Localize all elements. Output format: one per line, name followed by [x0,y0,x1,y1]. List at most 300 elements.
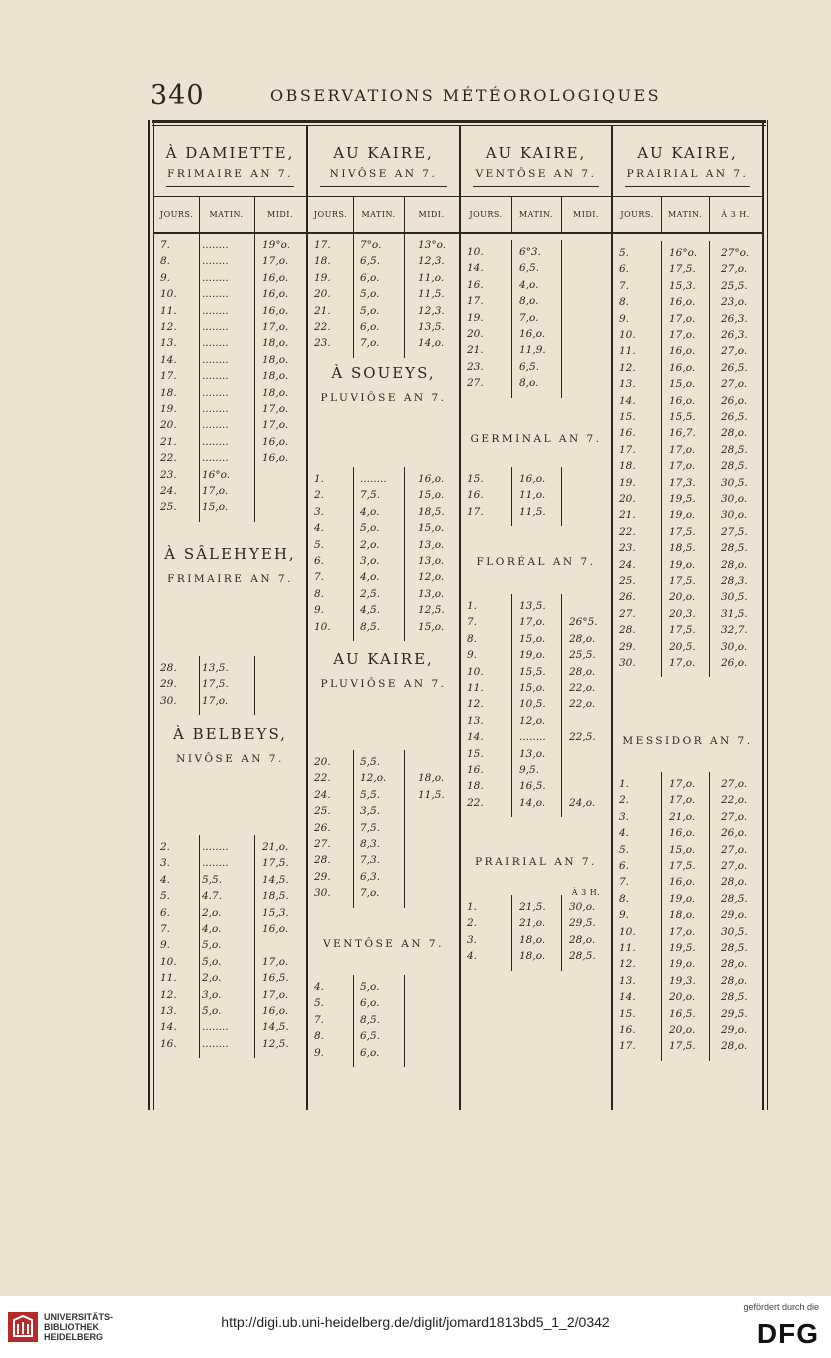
section-place-heading: À BELBEYS, [173,725,287,743]
table-row [461,600,611,616]
page-number: 340 [150,80,205,111]
noon-cell: 26,o. [721,827,748,840]
morning-cell: 11,5. [519,505,546,518]
table-row [308,272,459,288]
day-cell: 14. [619,394,636,407]
noon-cell: 22,5. [569,731,596,744]
day-cell: 14. [160,1021,177,1034]
day-cell: 19. [160,403,177,415]
column-place-heading: AU KAIRE, [637,144,738,162]
morning-cell: 19,5. [669,942,696,954]
day-cell: 4. [160,873,171,886]
column-subheader: À 3 H. [721,210,750,219]
morning-cell: 16,5. [519,780,546,793]
noon-cell: 16,o. [262,452,289,465]
noon-cell: 16,o. [418,473,445,485]
noon-cell: 13,o. [418,538,445,551]
morning-cell: ........ [360,473,387,485]
day-cell: 23. [314,337,331,350]
table-row [461,715,611,731]
morning-cell: 17,o. [669,794,696,807]
table-row [613,794,762,810]
morning-cell: 6,o. [360,271,380,284]
day-cell: 17. [619,443,636,456]
table-row [613,411,762,427]
day-cell: 1. [467,600,478,612]
table-row [154,305,306,321]
noon-cell: 28,5. [721,460,748,473]
noon-cell: 22,o. [721,794,748,807]
morning-cell: 15,o. [519,682,546,694]
morning-cell: ........ [202,239,229,251]
noon-cell: 28,5. [721,942,748,954]
table-row [308,756,459,772]
morning-cell: 18,o. [519,933,546,946]
table-row [613,641,762,657]
morning-cell: 16,o. [669,876,696,889]
morning-cell: 8,5. [360,620,381,633]
morning-cell: 2,o. [202,972,222,985]
day-cell: 8. [314,1030,325,1043]
table-row [461,262,611,278]
morning-cell: 12,o. [519,714,546,727]
day-cell: 12. [160,321,177,333]
noon-cell: 14,o. [418,337,445,350]
table-row [461,950,611,966]
noon-cell: 28,o. [569,665,596,678]
table-row [613,362,762,378]
section-month-heading: PLUVIÔSE AN 7. [320,392,447,404]
noon-cell: 16,o. [262,271,289,284]
day-cell: 2. [160,841,171,853]
table-row [461,616,611,632]
day-cell: 25. [619,575,636,587]
day-cell: 8. [160,255,171,268]
morning-cell: 15,o. [519,632,546,645]
column-place-heading: À DAMIETTE, [165,144,295,162]
day-cell: 5. [619,843,630,856]
table-row [308,1047,459,1063]
morning-cell: ........ [202,419,229,432]
morning-cell: 4,5. [360,604,381,617]
noon-cell: 28,o. [569,632,596,645]
day-cell: 3. [619,810,630,823]
table-row [154,907,306,923]
day-cell: 22. [314,321,331,333]
morning-cell: 15,o. [669,843,696,856]
table-row [613,991,762,1007]
section-month-heading: MESSIDOR AN 7. [622,735,753,747]
table-row [154,989,306,1005]
day-cell: 2. [619,794,630,807]
day-cell: 27. [314,838,331,850]
day-cell: 7. [467,616,478,629]
table-row [613,526,762,542]
table-row [613,542,762,558]
morning-cell: 2,o. [202,906,222,919]
day-cell: 7. [160,923,171,935]
morning-cell: 7,o. [519,311,539,324]
morning-cell: 5,5. [202,873,223,886]
table-row [613,1008,762,1024]
morning-cell: ........ [202,370,229,383]
table-row [154,841,306,857]
day-cell: 13. [160,1005,177,1017]
morning-cell: 5,5. [360,788,381,801]
table-row [613,591,762,607]
noon-cell: 30,o. [569,901,596,913]
morning-cell: 17,5. [669,624,696,637]
morning-cell: 17,o. [669,443,696,456]
column-place-heading: AU KAIRE, [333,144,434,162]
noon-cell: 30,o. [721,509,748,522]
day-cell: 7. [619,876,630,889]
morning-cell: 8,o. [519,295,539,308]
morning-cell: 17,o. [669,312,696,325]
morning-cell: 8,3. [360,838,381,850]
day-cell: 30. [160,694,177,707]
table-row [461,649,611,665]
morning-cell: 13,5. [519,600,546,612]
morning-cell: 5,o. [360,288,380,301]
table-row [154,452,306,468]
day-cell: 14. [467,262,484,275]
noon-cell: 30,5. [721,476,748,489]
table-row [308,822,459,838]
day-cell: 7. [314,571,325,584]
noon-cell: 27,5. [721,525,748,538]
table-row [461,506,611,522]
morning-cell: 11,o. [519,489,546,502]
table-row [308,506,459,522]
table-row [308,887,459,903]
noon-cell: 32,7. [721,624,748,637]
noon-cell: 27,o. [721,810,748,823]
noon-cell: 28,5. [721,991,748,1004]
morning-cell: 20,5. [669,640,696,653]
noon-cell: 29,o. [721,1024,748,1036]
morning-cell: 20,o. [669,1024,696,1036]
noon-cell: 12,5. [418,604,445,617]
morning-cell: 10,5. [519,698,546,711]
morning-cell: 2,o. [360,538,380,551]
morning-cell: 6°3. [519,246,541,258]
day-cell: 21. [314,304,331,317]
header-divider [254,196,255,232]
morning-cell: 17,5. [202,678,229,691]
header-bottom-rule [308,232,459,234]
day-cell: 7. [619,279,630,292]
noon-cell: 11,5. [418,788,445,801]
table-row [613,395,762,411]
column-kaire-nivose [308,128,459,1118]
day-cell: 28. [619,624,636,637]
noon-cell: 28,3. [721,575,748,587]
table-row [613,493,762,509]
header-top-rule [308,196,459,197]
section-month-heading: GERMINAL AN 7. [470,433,602,445]
table-row [613,608,762,624]
table-row [461,666,611,682]
table-row [613,778,762,794]
morning-cell: 9,5. [519,764,540,776]
day-cell: 24. [314,788,331,801]
day-cell: 11. [619,942,636,954]
morning-cell: 19,o. [669,558,696,571]
day-cell: 10. [619,329,636,341]
morning-cell: 6,o. [360,997,380,1010]
table-row [154,857,306,873]
table-row [461,246,611,262]
noon-cell: 12,3. [418,255,445,268]
morning-cell: 19,o. [669,509,696,522]
day-cell: 15. [467,473,484,485]
day-cell: 14. [619,991,636,1004]
table-row [154,485,306,501]
morning-cell: ........ [202,452,229,465]
noon-cell: 18,o. [262,386,289,399]
morning-cell: ........ [202,857,229,870]
noon-cell: 19°o. [262,239,291,251]
morning-cell: 19,o. [669,958,696,971]
day-cell: 8. [619,892,630,905]
morning-cell: 16,o. [669,345,696,358]
day-cell: 20. [314,288,331,301]
day-cell: 26. [619,591,636,604]
column-place-heading: AU KAIRE, [485,144,587,162]
noon-cell: 26,5. [721,411,748,423]
morning-cell: 6,5. [360,1030,381,1043]
table-row [154,695,306,711]
morning-cell: 3,o. [360,555,380,567]
morning-cell: 16,o. [519,328,546,340]
morning-cell: 7°o. [360,239,382,251]
table-row [308,473,459,489]
morning-cell: ........ [519,731,546,744]
table-row [613,444,762,460]
noon-cell: 18,5. [262,890,289,903]
column-subheader: MIDI. [418,210,445,219]
table-row [613,876,762,892]
table-row [308,571,459,587]
table-row [308,489,459,505]
header-divider [661,196,662,232]
morning-cell: 20,o. [669,991,696,1004]
day-cell: 27. [467,377,484,390]
day-cell: 22. [467,796,484,809]
header-divider [404,196,405,232]
morning-cell: 19,o. [519,649,546,662]
noon-cell: 17,o. [262,255,289,268]
day-cell: 25. [160,501,177,514]
table-row [613,509,762,525]
day-cell: 11. [160,304,177,317]
morning-cell: ........ [202,841,229,853]
table-row [154,939,306,955]
morning-cell: 15,o. [669,378,696,391]
morning-cell: ........ [202,255,229,268]
table-row [461,797,611,813]
table-row [154,890,306,906]
table-row [154,1021,306,1037]
day-cell: 15. [467,747,484,760]
day-cell: 23. [160,468,177,481]
morning-cell: 6,o. [360,321,380,333]
noon-cell: 16,o. [262,1005,289,1017]
day-cell: 23. [467,360,484,373]
day-cell: 12. [160,988,177,1001]
day-cell: 21. [619,509,636,522]
noon-cell: 15,3. [262,906,289,919]
table-row [308,838,459,854]
morning-cell: ........ [202,337,229,350]
morning-cell: 16°o. [202,468,231,481]
day-cell: 19. [314,271,331,284]
day-cell: 16. [619,1024,636,1036]
day-cell: 28. [160,662,177,674]
table-row [461,682,611,698]
morning-cell: ........ [202,1037,229,1050]
day-cell: 22. [619,525,636,538]
page-url[interactable]: http://digi.ub.uni-heidelberg.de/diglit/jomard1813bd5_1_2/0342 [221,1314,610,1330]
table-row [461,328,611,344]
section-subheader: À 3 H. [571,888,601,897]
day-cell: 4. [314,981,325,993]
table-row [613,1040,762,1056]
table-row [154,501,306,517]
morning-cell: 15,3. [669,279,696,292]
morning-cell: 21,o. [669,810,696,823]
morning-cell: 19,5. [669,493,696,505]
dfg-logo[interactable]: DFG [756,1318,819,1349]
morning-cell: 13,o. [519,747,546,760]
noon-cell: 28,5. [721,892,748,905]
morning-cell: 6,5. [360,255,381,268]
column-subheader: JOURS. [313,210,348,219]
table-row [308,621,459,637]
table-row [613,827,762,843]
table-row [308,805,459,821]
day-cell: 8. [467,632,478,645]
section-month-heading: FLORÉAL AN 7. [476,556,596,568]
morning-cell: 16,o. [669,394,696,407]
table-right-border [762,120,764,1110]
morning-cell: 15,5. [669,411,696,423]
header-divider [199,196,200,232]
day-cell: 10. [467,246,484,258]
noon-cell: 26°5. [569,616,598,629]
table-row [613,975,762,991]
noon-cell: 14,5. [262,1021,289,1034]
table-row [613,313,762,329]
noon-cell: 16,o. [262,288,289,301]
day-cell: 19. [619,476,636,489]
day-cell: 24. [160,485,177,497]
noon-cell: 27,o. [721,345,748,358]
table-row [154,354,306,370]
noon-cell: 30,5. [721,591,748,604]
noon-cell: 15,o. [418,489,445,502]
day-cell: 5. [160,890,171,903]
header-bottom-rule [154,232,306,234]
morning-cell: 17,o. [519,616,546,629]
noon-cell: 26,o. [721,657,748,669]
noon-cell: 11,o. [418,271,445,284]
morning-cell: 14,o. [519,796,546,809]
table-row [154,874,306,890]
noon-cell: 29,5. [721,1007,748,1020]
day-cell: 20. [160,419,177,432]
morning-cell: ........ [202,386,229,399]
day-cell: 20. [467,328,484,340]
table-row [308,1030,459,1046]
table-row [461,764,611,780]
noon-cell: 28,o. [721,974,748,987]
day-cell: 9. [619,312,630,325]
day-cell: 18. [314,255,331,268]
day-cell: 17. [314,239,331,251]
noon-cell: 15,o. [418,620,445,633]
table-row [154,387,306,403]
morning-cell: 4,o. [360,505,380,518]
table-row [308,239,459,255]
day-cell: 13. [160,337,177,350]
noon-cell: 16,5. [262,972,289,985]
header-top-rule [613,196,762,197]
morning-cell: 7,3. [360,854,381,867]
noon-cell: 14,5. [262,873,289,886]
column-damiette [154,128,306,1118]
table-row [308,772,459,788]
noon-cell: 22,o. [569,682,596,694]
table-row [461,748,611,764]
section-month-heading: PRAIRIAL AN 7. [475,856,597,868]
noon-cell: 18,5. [418,505,445,518]
day-cell: 24. [619,558,636,571]
morning-cell: 16,o. [669,361,696,374]
noon-cell: 11,5. [418,288,445,301]
column-subheader: MIDI. [573,210,599,219]
noon-cell: 28,5. [569,950,596,963]
table-row [154,272,306,288]
day-cell: 10. [619,925,636,938]
noon-cell: 17,o. [262,988,289,1001]
day-cell: 4. [619,827,630,840]
morning-cell: ........ [202,321,229,333]
table-row [154,1038,306,1054]
morning-cell: ........ [202,1021,229,1034]
morning-cell: 16,o. [519,473,546,485]
table-row [613,378,762,394]
table-row [154,469,306,485]
header-brace-rule [166,186,294,187]
morning-cell: 4,o. [202,923,222,935]
table-row [461,934,611,950]
morning-cell: 17,5. [669,860,696,872]
table-row [154,239,306,255]
noon-cell: 28,o. [569,933,596,946]
page-header [150,80,670,110]
table-row [613,329,762,345]
day-cell: 17. [467,295,484,308]
day-cell: 30. [619,657,636,669]
table-right-border-thin [767,120,768,1110]
day-cell: 6. [314,555,325,567]
day-cell: 11. [467,682,484,694]
noon-cell: 17,5. [262,857,289,870]
morning-cell: 16,o. [669,296,696,309]
morning-cell: ........ [202,403,229,415]
